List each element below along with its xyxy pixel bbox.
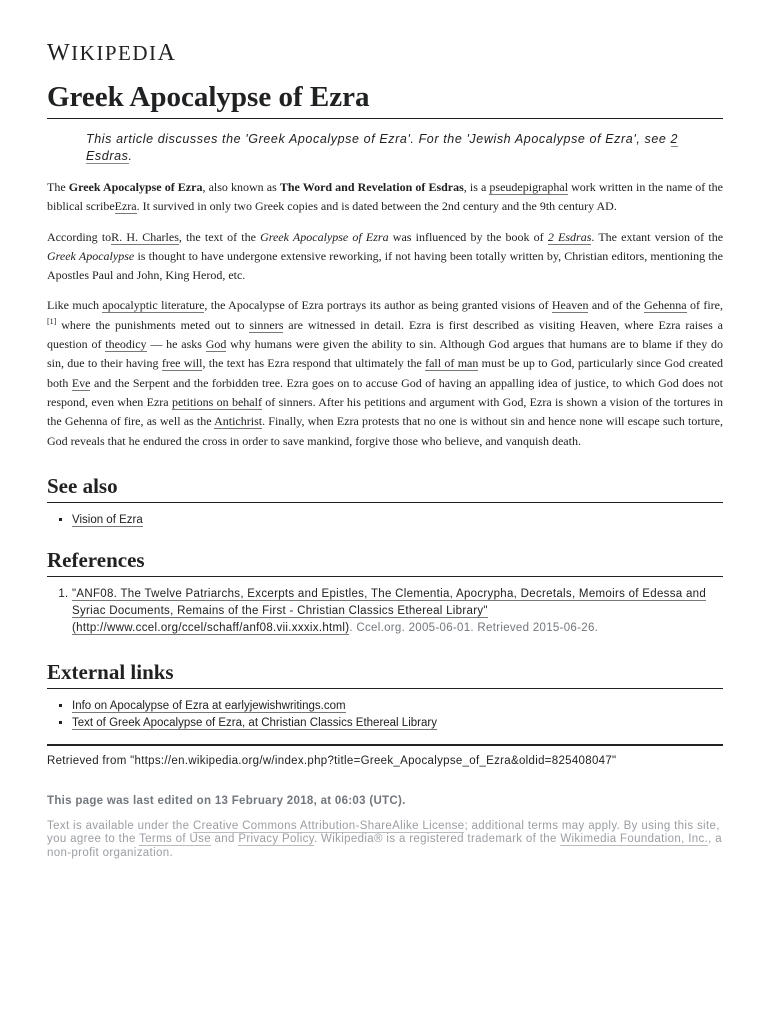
link-cc-license[interactable]: Creative Commons Attribution-ShareAlike License (192, 819, 465, 832)
hatnote-link-2-esdras[interactable]: 2 Esdras (86, 132, 679, 163)
link-pseudepigraphal[interactable]: pseudepigraphal (489, 180, 569, 194)
text: are witnessed in detail. Ezra is first described as visiting Heaven, where Ezra raises a question of (47, 317, 723, 352)
link-petitions-on-behalf[interactable]: petitions on behalf (171, 394, 262, 409)
text: . Finally, when Ezra protests that no one is without sin and hence none will escape such torture, God reveals that he endured the cross in order to save mankind, forgive those who believe, and vanquish death. (47, 414, 724, 448)
text: why humans were given the ability to sin. Although God argues that humans are to blame if they do sin, due to their having (47, 337, 723, 371)
text: Like much (47, 298, 103, 313)
link-sinners[interactable]: sinners (249, 317, 284, 332)
link-privacy-policy[interactable]: Privacy Policy (238, 833, 314, 846)
link-heaven[interactable]: Heaven (551, 298, 589, 313)
text: The (47, 180, 69, 194)
text: and (211, 833, 239, 846)
hatnote-text: This article discusses the 'Greek Apocalypse of Ezra'. For the 'Jewish Apocalypse of Ezra', see (86, 132, 671, 146)
text: . The extant version of the (591, 229, 724, 244)
external-link-earlyjewishwritings[interactable]: Info on Apocalypse of Ezra at earlyjewishwritings.com (72, 699, 346, 712)
text: , the Apocalypse of Ezra portrays its author as being granted visions of (204, 298, 552, 313)
hatnote (86, 131, 723, 165)
link-god[interactable]: God (205, 337, 227, 352)
external-links-list (47, 698, 723, 732)
link-wikimedia-foundation[interactable]: Wikimedia Foundation, Inc. (560, 833, 709, 846)
retrieved-from (47, 744, 723, 767)
retrieved-prefix: Retrieved from " (47, 754, 135, 767)
link-antichrist[interactable]: Antichrist (214, 414, 263, 429)
text: , the text has Ezra respond that ultimately the (202, 356, 426, 371)
link-eve[interactable]: Eve (71, 375, 91, 390)
link-free-will[interactable]: free will (161, 356, 203, 371)
charles-paragraph (47, 228, 723, 286)
reference-link[interactable]: "ANF08. The Twelve Patriarchs, Excerpts and Epistles, The Clementia, Apocrypha, Decretals, Memoirs of Edessa and Syriac Documents, Remains of the First - Christian Classics Ethereal Library" (72, 587, 707, 617)
text: — he asks (146, 337, 206, 352)
text: , also known as (202, 180, 280, 194)
reference-details: . Ccel.org. 2005-06-01. Retrieved 2015-06-26. (349, 621, 599, 634)
link-theodicy[interactable]: theodicy (105, 337, 147, 352)
references-list (47, 586, 723, 637)
link-ezra[interactable]: Ezra (114, 199, 137, 214)
see-also-list (47, 512, 723, 529)
reference-marker[interactable]: [1] (47, 316, 57, 326)
summary-paragraph (47, 296, 723, 450)
list-item (72, 715, 723, 732)
text: , the text of the (178, 229, 261, 244)
text: ; additional terms may apply. By using this site, you agree to the (47, 819, 720, 846)
retrieved-url[interactable]: https://en.wikipedia.org/w/index.php?title=Greek_Apocalypse_of_Ezra&oldid=825408047 (134, 754, 613, 767)
italic-title: Greek Apocalypse (47, 248, 135, 263)
reference-url[interactable]: (http://www.ccel.org/ccel/schaff/anf08.vii.xxxix.html) (72, 621, 350, 634)
reference-item (72, 586, 723, 637)
text: , a non-profit organization. (47, 833, 722, 859)
link-r-h-charles[interactable]: R. H. Charles (111, 229, 179, 244)
text: , is a (463, 180, 490, 194)
heading-see-also: See also (47, 473, 723, 503)
page-title: Greek Apocalypse of Ezra (47, 80, 723, 119)
text: Text is available under the (47, 819, 193, 832)
bold-term: Greek Apocalypse of Ezra (68, 180, 203, 194)
license-text (47, 820, 723, 861)
external-link-ccel[interactable]: Text of Greek Apocalypse of Ezra, at Christian Classics Ethereal Library (72, 716, 437, 729)
text: . It survived in only two Greek copies and is dated between the 2nd century and the 9th century AD. (136, 199, 617, 214)
intro-paragraph (47, 178, 723, 217)
text: must be up to God, particularly since God created both (47, 356, 723, 390)
text: work written in the name of the biblical scribe (47, 180, 723, 214)
text: of fire, (686, 298, 724, 313)
text: and of the (588, 298, 644, 313)
link-2-esdras[interactable]: 2 Esdras (547, 229, 592, 244)
logo-text: WIKIPEDIA (47, 40, 177, 66)
italic-title: Greek Apocalypse of Ezra (260, 229, 389, 244)
text: where the punishments meted out to (56, 317, 250, 332)
last-edited: This page was last edited on 13 February 2018, at 06:03 (UTC). (47, 794, 406, 807)
text: and the Serpent and the forbidden tree. Ezra goes on to accuse God of having an appalling idea of justice, to which God does not respond, even when Ezra (47, 375, 723, 409)
text: is thought to have undergone extensive reworking, if not having been totally written by, Christian editors, mentioning the Apostles Paul and John, King Herod, etc. (47, 248, 723, 283)
link-fall-of-man[interactable]: fall of man (425, 356, 479, 371)
link-vision-of-ezra[interactable]: Vision of Ezra (72, 513, 143, 526)
retrieved-suffix: " (612, 754, 617, 767)
text: . Wikipedia® is a registered trademark of the (313, 833, 561, 846)
list-item (72, 512, 723, 529)
text: was influenced by the book of (388, 229, 548, 244)
link-apocalyptic-literature[interactable]: apocalyptic literature (102, 298, 205, 313)
bold-term: The Word and Revelation of Esdras (279, 180, 464, 194)
heading-external-links: External links (47, 659, 723, 689)
text: According to (47, 229, 112, 244)
heading-references: References (47, 547, 723, 577)
list-item (72, 698, 723, 715)
link-terms-of-use[interactable]: Terms of Use (139, 833, 211, 846)
page (47, 38, 723, 860)
hatnote-text-end: . (128, 149, 133, 163)
link-gehenna[interactable]: Gehenna (643, 298, 687, 313)
text: of sinners. After his petitions and argument with God, Ezra is shown a vision of the tortures in the Gehenna of fire, as well as the (47, 394, 723, 429)
wikipedia-logo[interactable] (47, 38, 723, 68)
